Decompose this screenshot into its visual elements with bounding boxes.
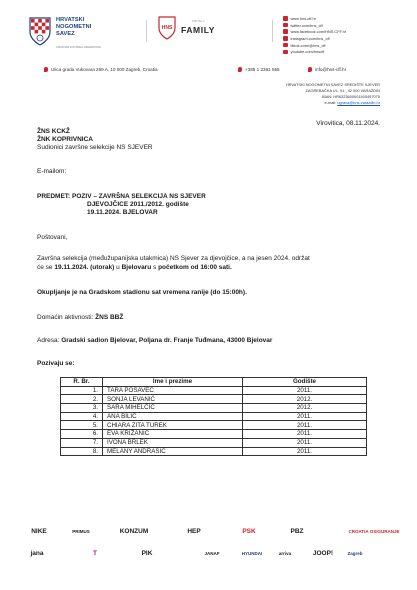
- paragraph-1-line-2: će se 19.11.2024. (utorak) u Bjelovaru s početkom od 16:00 sati.: [37, 264, 232, 271]
- sponsor-logo: CROATIA OSIGURANJE: [348, 528, 400, 534]
- family-shield-icon: [158, 16, 176, 40]
- twitter-icon: [283, 23, 288, 28]
- recipient-1: ŽNS KCKŽ: [37, 128, 70, 135]
- greeting: Poštovani,: [37, 234, 68, 241]
- social-item[interactable]: twitter.com/hns_cff: [283, 22, 346, 29]
- youtube-icon: [283, 50, 288, 55]
- table-row: 2. SONJA LEVANIĆ 2012.: [61, 395, 367, 404]
- instagram-icon: [283, 36, 288, 41]
- paragraph-1-line-1: Završna selekcija (međužupanijska utakmica) NS Sjever za djevojčice, a na jesen 2024. održat: [37, 255, 310, 262]
- delivery-method: E-mailom:: [37, 168, 67, 175]
- sponsor-logo: PRIMUS: [72, 528, 90, 534]
- column-header: R. Br.: [61, 378, 103, 387]
- facebook-icon: [283, 29, 288, 34]
- location-pin-icon: [44, 67, 48, 73]
- subject-line-3: 19.11.2024. BJELOVAR: [87, 209, 158, 216]
- sponsor-logo: PSK: [242, 527, 256, 535]
- table-row: 1. TARA POSAVEC 2011.: [61, 386, 367, 395]
- family-brand: FAMILY: [181, 25, 215, 35]
- sponsor-logo: HEP: [187, 527, 201, 535]
- branch-info: HRVATSKI NOGOMETNI SAVEZ SREDIŠTE SJEVER ZAGREBAČKA UL. 91., 42 000 VARAŽDIN IBAN: HR6323600001400497070 e-mail: ugrava@hns-varazdin.hr: [285, 82, 380, 105]
- contact-bar: [44, 67, 384, 75]
- family-small-label: OBITELJ: [192, 20, 205, 23]
- gathering-note: Okupljanje je na Gradskom stadionu sat vremena ranije (do 15:00h).: [37, 289, 247, 296]
- sponsor-logo: JOOP!: [312, 549, 334, 557]
- column-header: Ime i prezime: [103, 378, 243, 387]
- phone-icon: [238, 67, 242, 73]
- sponsor-logo: NIKE: [31, 527, 47, 535]
- shield-label: HNS: [161, 25, 173, 31]
- table-row: 8. MELANY ANDRAŠIĆ 2011.: [61, 447, 367, 456]
- address-text: Ulica grada Vukovara 269 A, 10 000 Zagreb, Croatia: [51, 67, 158, 72]
- phone-text: +385 1 2361 555: [245, 67, 280, 72]
- table-row: 3. SARA MIHELČIĆ 2012.: [61, 404, 367, 413]
- table-row: 7. IVONA BRLEK 2011.: [61, 438, 367, 447]
- header-divider: [146, 20, 147, 42]
- sponsor-logo: PBZ: [290, 527, 304, 535]
- column-header: Godište: [243, 378, 367, 387]
- table-row: 4. ANA BILIĆ 2011.: [61, 412, 367, 421]
- sponsor-row-2: [24, 544, 396, 562]
- sponsor-logo: HYUNDAI: [241, 550, 263, 556]
- mail-icon: [308, 67, 312, 73]
- table-row: 5. CHIARA ZITA TUREK 2011.: [61, 421, 367, 430]
- sponsor-logo: arriva: [278, 550, 292, 556]
- social-item[interactable]: www.facebook.com/HNS.CFF.hr: [283, 28, 346, 35]
- web-icon: [283, 16, 288, 21]
- player-table: [60, 377, 367, 456]
- venue-line: Adresa: Gradski sadion Bjelovar, Poljana dr. Franje Tuđmana, 43000 Bjelovar: [37, 337, 273, 344]
- email-text[interactable]: info@hns-cff.hr: [315, 67, 347, 72]
- subject-line-1: PREDMET: POZIV – ZAVRŠNA SELEKCIJA NS SJEVER: [37, 193, 206, 200]
- branch-email-link[interactable]: ugrava@hns-varazdin.hr: [337, 100, 380, 105]
- social-item[interactable]: youtube.com/hnscff: [283, 48, 346, 55]
- subject-line-2: DJEVOJČICE 2011./2012. godište: [87, 201, 189, 208]
- host-line: Domaćin aktivnosti: ŽNS BBŽ: [37, 314, 124, 321]
- sponsor-logo: PIK: [141, 549, 153, 557]
- sponsor-logo: T: [93, 549, 97, 557]
- letter-date: Virovitica, 08.11.2024.: [316, 120, 380, 127]
- recipient-note: Sudionici završne selekcije NS SJEVER: [37, 144, 153, 151]
- sponsor-logo: jana: [30, 549, 44, 557]
- recipient-2: ŽNK KOPRIVNICA: [37, 136, 93, 143]
- sponsor-logo: JANAF: [204, 550, 220, 556]
- table-row: 6. EVA KRIŽANIĆ 2011.: [61, 430, 367, 439]
- tiktok-icon: [283, 43, 288, 48]
- social-item[interactable]: www.hns-cff.hr: [283, 15, 346, 22]
- org-subtitle: CROATIAN FOOTBALL FEDERATION: [56, 46, 101, 49]
- table-header-row: [61, 378, 367, 387]
- invited-heading: Pozivaju se:: [37, 360, 75, 367]
- social-item[interactable]: tiktok.com/@hns_cff: [283, 42, 346, 49]
- org-name: HRVATSKI NOGOMETNI SAVEZ: [56, 17, 92, 37]
- header-divider: [272, 20, 273, 42]
- sponsor-logo: Zagreb: [347, 550, 363, 556]
- social-item[interactable]: instagram.com/hns_cff: [283, 35, 346, 42]
- hns-crest-icon: [28, 16, 52, 46]
- sponsor-logo: KONZUM: [119, 527, 149, 535]
- sponsor-row-1: [24, 522, 400, 540]
- social-links: [283, 15, 346, 55]
